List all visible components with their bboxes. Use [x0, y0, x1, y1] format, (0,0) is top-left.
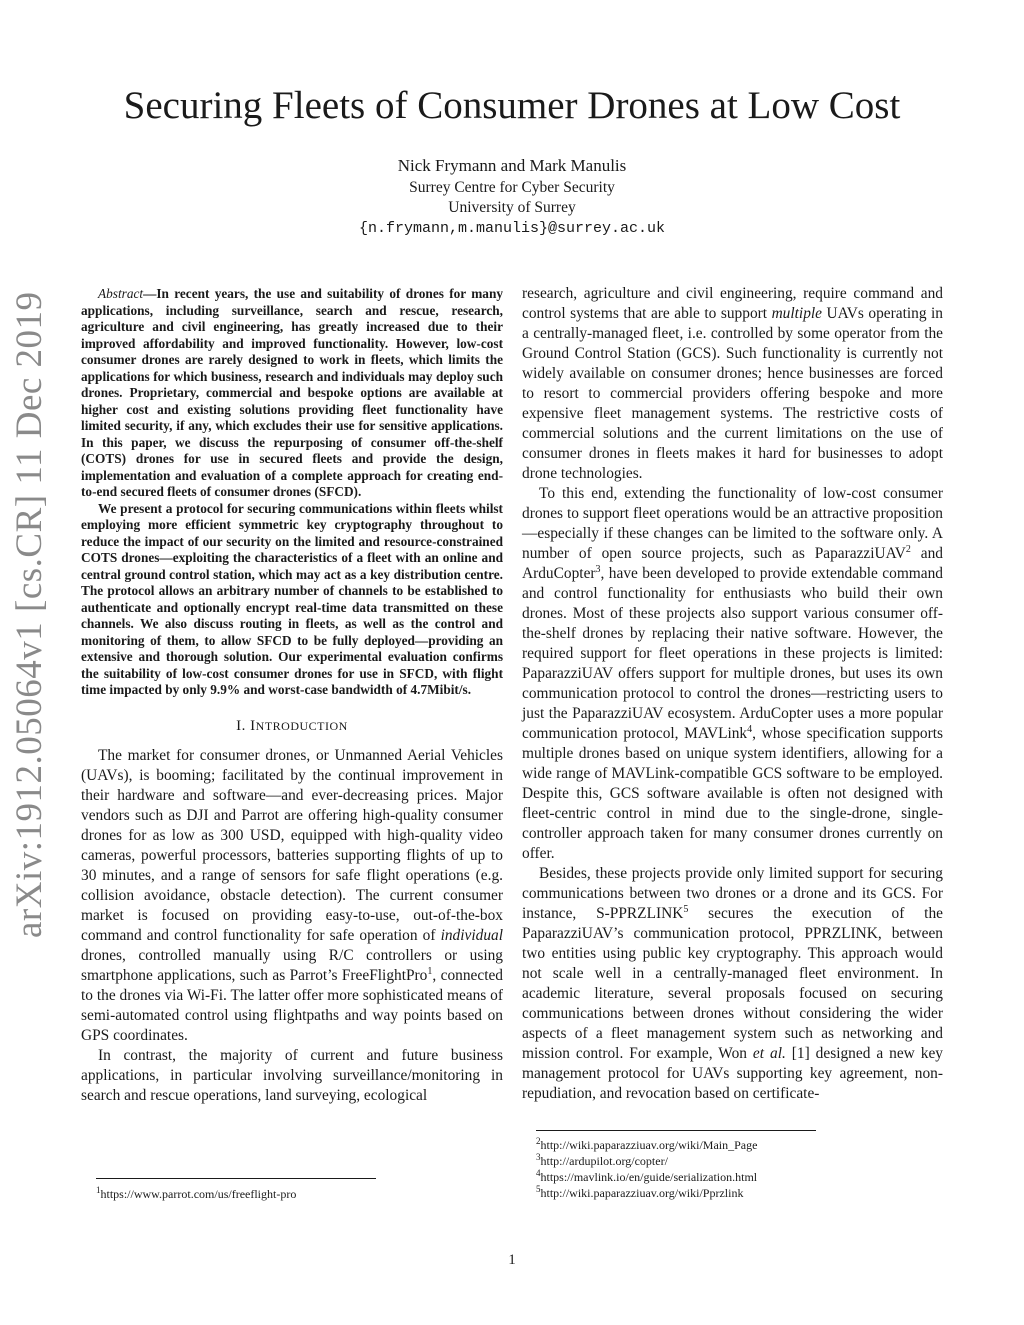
section-title-initial: I	[250, 717, 256, 734]
paper-title: Securing Fleets of Consumer Drones at Low Cost	[123, 84, 901, 127]
right-p3-text-b: secures the execution of the PaparazziUAV’s communication protocol, PPRZLINK, between two entities using public key cryptography. This approach would not scale well in a centrally-managed fleet environment. In academic literature, several proposals focused on securing communications between drones without considering the wider aspects of a fleet management system such as networking and mission control. For example, Won	[522, 905, 943, 1062]
footnote-1-mark: 1	[96, 1185, 101, 1195]
right-p3-text-a: Besides, these projects provide only limited support for securing communications between two drones or a drone and its GCS. For instance, S-PPRZLINK	[522, 865, 943, 922]
abstract-paragraph-1: In recent years, the use and suitability of drones for many applications, including surveillance, search and rescue, research, agriculture and civil engineering, has greatly increased due to their improved affordability and improved functionality. However, low-cost consumer drones are rarely designed to work in fleets, which limits the applications for which business, research and individuals may deploy such drones. Proprietary, commercial and bespoke options are available at higher cost and existing solutions providing fleet functionality have limited security, if any, which excludes their use for sensitive applications. In this paper, we discuss the repurposing of consumer off-the-shelf (COTS) drones for use in secured fleets and provide the design, implementation and evaluation of a complete approach for creating end-to-end secured fleets of consumer drones (SFCD).	[81, 286, 503, 499]
footnote-4-mark: 4	[536, 1168, 541, 1178]
abstract-label: Abstract	[98, 286, 144, 301]
right-p2-text-c: , have been developed to provide extendable command and control functionality for enthusiasts who build their own drones. Most of these projects also support various consumer off-the-shelf drones by replacing their native software. However, the required support for fleet operations in these projects is limited: PaparazziUAV offers support for multiple drones, but uses its own communication protocol to control the drones—restricting users to just the PaparazziUAV ecosystem. ArduCopter uses a more popular communication protocol, MAVLink	[522, 565, 943, 742]
footnotes-left	[96, 1186, 516, 1202]
footnote-2[interactable]	[536, 1137, 956, 1153]
section-number: I.	[236, 717, 246, 734]
author-names: Nick Frymann and Mark Manulis	[397, 156, 627, 175]
right-p2-text-a: To this end, extending the functionality of low-cost consumer drones to support fleet operations would be an attractive proposition—especially if these changes can be limited to the software only. A number of open source projects, such as PaparazziUAV	[522, 485, 943, 562]
footnote-2-url: http://wiki.paparazziuav.org/wiki/Main_Page	[540, 1138, 758, 1152]
footnote-2-mark: 2	[536, 1136, 541, 1146]
footnote-mark-4[interactable]: 4	[747, 723, 753, 735]
footnote-4-url: https://mavlink.io/en/guide/serialization.html	[540, 1170, 758, 1184]
footnote-3[interactable]	[536, 1153, 956, 1169]
footnote-mark-3[interactable]: 3	[595, 563, 601, 575]
left-column	[81, 286, 503, 1106]
intro-p1-text-c: , connected to the drones via Wi-Fi. The latter offer more sophisticated means of semi-automated control using flightpaths and way points based on GPS coordinates.	[81, 966, 503, 1044]
section-heading-introduction	[81, 716, 503, 736]
right-p2-text-d: , whose specification supports multiple drones based on unique system identifiers, allowing for a wide range of MAVLink-compatible GCS software to be employed. Despite this, GCS software available is often not designed with fleet-centric control in mind due to the single-drone, single-controller approach taken for many consumer drones currently on offer.	[522, 725, 943, 862]
footnote-5[interactable]	[536, 1185, 956, 1201]
right-paragraph-3	[522, 864, 943, 1104]
footnote-3-mark: 3	[536, 1152, 541, 1162]
footnote-5-url: http://wiki.paparazziuav.org/wiki/Pprzlink	[540, 1186, 744, 1200]
intro-paragraph-1	[81, 746, 503, 1046]
right-p1-text-a: research, agriculture and civil engineering, require command and control systems that are able to support	[522, 285, 943, 322]
right-p3-text-c: [1] designed a new key management protocol for UAVs supporting key agreement, non-repudiation, and revocation based on certificate-	[522, 1045, 943, 1102]
right-column	[522, 284, 943, 1104]
author-email[interactable]: {n.frymann,m.manulis}@surrey.ac.uk	[358, 220, 666, 237]
right-p1-italic: multiple	[771, 305, 823, 322]
section-title-rest: NTRODUCTION	[255, 718, 348, 733]
footnote-3-url: http://ardupilot.org/copter/	[540, 1154, 668, 1168]
right-paragraph-2	[522, 484, 943, 864]
right-paragraph-1	[522, 284, 943, 484]
footnote-mark-1[interactable]: 1	[427, 965, 433, 977]
intro-p1-text-b: drones, controlled manually using R/C controllers or using smartphone applications, such as Parrot’s FreeFlightPro	[81, 946, 503, 984]
intro-p1-text-a: The market for consumer drones, or Unmanned Aerial Vehicles (UAVs), is booming; facilitated by the continual improvement in their hardware and software—and ever-decreasing prices. Major vendors such as DJI and Parrot are offering high-quality consumer drones for as low as 300 USD, equipped with high-quality video cameras, powerful processors, batteries supporting flights of up to 30 minutes, and a range of sensors for safe flight operations (e.g. collision avoidance, obstacle detection). The current consumer market is focused on providing easy-to-use, out-of-the-box command and control functionality for safe operation of	[81, 746, 503, 944]
page-number: 1	[508, 1252, 516, 1268]
abstract-dash: —	[143, 286, 157, 301]
footnote-mark-2[interactable]: 2	[905, 543, 911, 555]
intro-body-left	[81, 746, 503, 1106]
intro-p1-italic: individual	[440, 926, 503, 944]
footnote-4[interactable]	[536, 1169, 956, 1185]
affiliation-line-1: Surrey Centre for Cyber Security	[409, 179, 615, 196]
arxiv-stamp: arXiv:1912.05064v1 [cs.CR] 11 Dec 2019	[9, 291, 50, 938]
footnote-rule-left	[96, 1178, 376, 1179]
footnote-1[interactable]	[96, 1186, 516, 1202]
footnote-rule-right	[536, 1130, 816, 1131]
right-p1-text-b: UAVs operating in a centrally-managed fleet, i.e. controlled by some operator from the Ground Control Station (GCS). Such functionality is currently not widely available on consumer drones; hence businesses are forced to resort to commercial providers offering bespoke and more expensive fleet management systems. The restrictive costs of commercial solutions and the current limitations on the use of consumer drones in fleets makes it hard for businesses to adopt drone technologies.	[522, 305, 943, 482]
affiliation-line-2: University of Surrey	[448, 199, 576, 216]
right-p3-italic: et al.	[752, 1045, 786, 1062]
footnote-mark-5[interactable]: 5	[683, 903, 689, 915]
abstract	[81, 286, 503, 699]
footnote-1-url: https://www.parrot.com/us/freeflight-pro	[100, 1187, 297, 1201]
intro-paragraph-2: In contrast, the majority of current and future business applications, in particular involving surveillance/monitoring in search and rescue operations, land surveying, ecological	[81, 1046, 503, 1104]
right-p2-text-b: and ArduCopter	[522, 545, 943, 582]
footnote-5-mark: 5	[536, 1184, 541, 1194]
footnotes-right	[536, 1137, 956, 1201]
abstract-paragraph-2: We present a protocol for securing communications within fleets whilst employing more efficient symmetric key cryptography throughout to reduce the impact of our security on the limited and resource-constrained COTS drones—exploiting the characteristics of a fleet with an online and central ground control station, which may act as a key distribution centre. The protocol allows an arbitrary number of channels to be established to authenticate and optionally encrypt real-time data transmitted on these channels. We also discuss routing in fleets, as well as the control and monitoring of them, to allow SFCD to be fully deployed—providing an extensive and thorough solution. Our experimental evaluation confirms the suitability of low-cost consumer drones for use in SFCD, with flight time impacted by only 9.9% and worst-case bandwidth of 4.7Mibit/s.	[81, 500, 503, 697]
